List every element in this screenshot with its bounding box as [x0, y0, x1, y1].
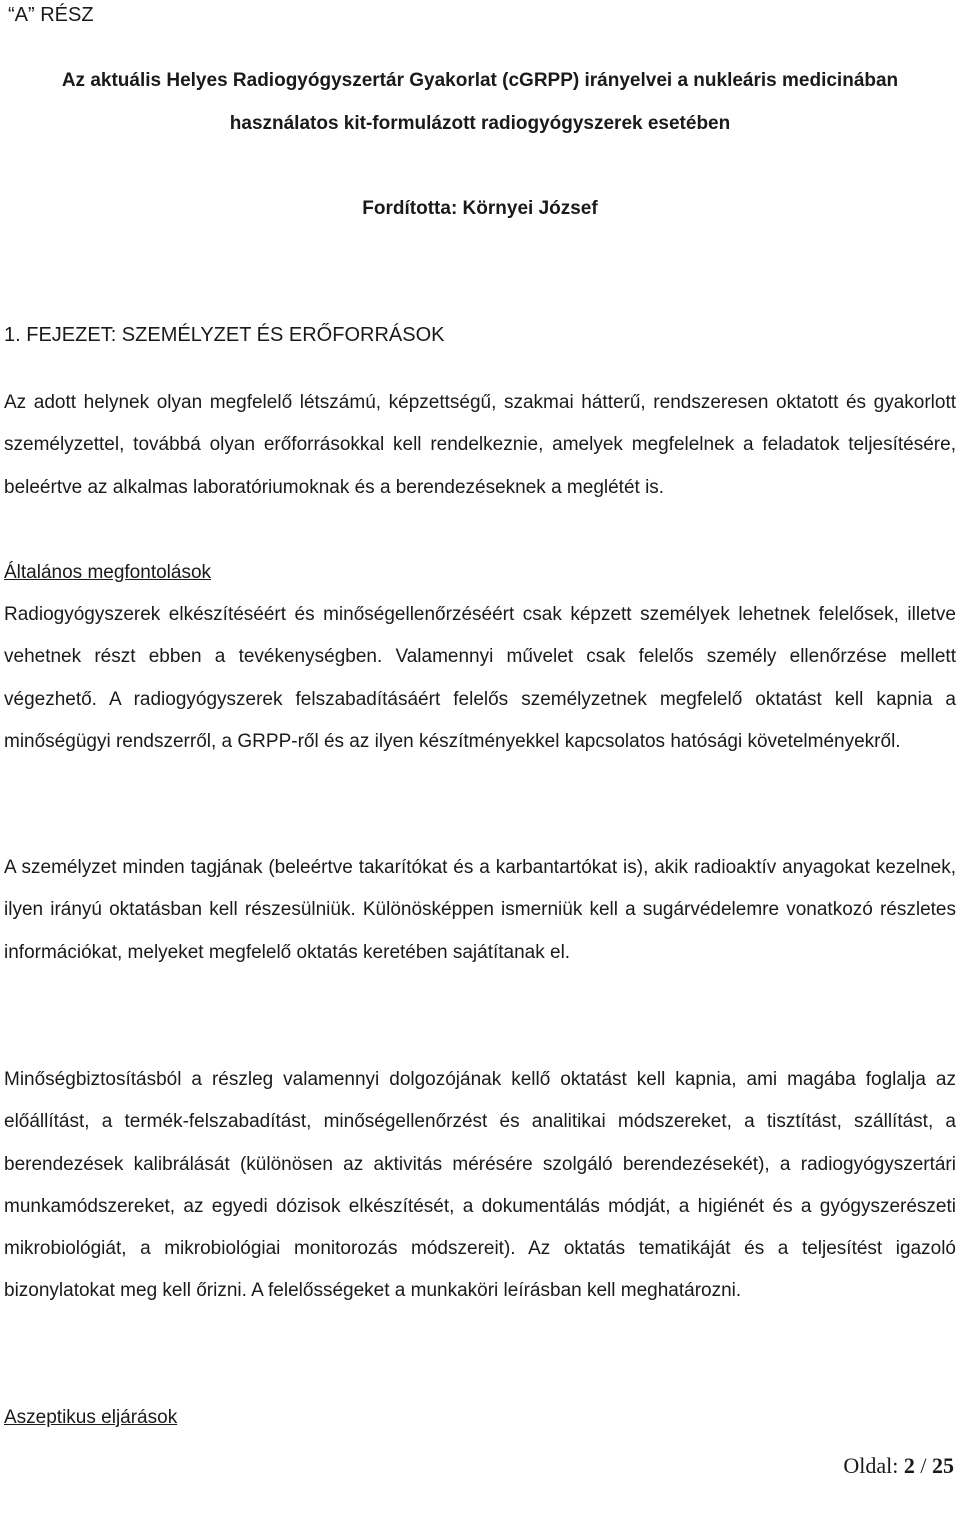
total-pages: 25: [932, 1453, 954, 1478]
paragraph-quality-assurance: Minőségbiztosításból a részleg valamennyi dolgozójának kellő oktatást kell kapnia, ami magába foglalja az előállítást, a termék-felszabadítást, minőségellenőrzést és analitikai módszereket, a tisztítást, szállítást, a berendezések kalibrálását (különösen az aktivitás mérésére szolgáló berendezésekét), a radiogyógyszertári munkamódszereket, az egyedi dózisok elkészítését, a dokumentálás módját, a higiénét és a gyógyszerészeti mikrobiológiát, a mikrobiológiai monitorozás módszereit). Az oktatás tematikáját és a teljesítést igazoló bizonylatokat meg kell őrizni. A felelősségeket a munkaköri leírásban kell meghatározni.: [4, 1069, 956, 1302]
current-page: 2: [903, 1453, 915, 1478]
translator-credit: Fordította: Környei József: [362, 198, 598, 219]
page-number: [843, 1452, 954, 1480]
page-separator: /: [920, 1453, 927, 1478]
part-label: “A” RÉSZ: [8, 4, 94, 26]
page-label: Oldal:: [843, 1453, 899, 1478]
subheading-aseptic-procedures: Aszeptikus eljárások: [4, 1407, 178, 1428]
document-title-line-1: Az aktuális Helyes Radiogyógyszertár Gyakorlat (cGRPP) irányelvei a nukleáris medicinában: [61, 70, 899, 91]
document-title-line-2: használatos kit-formulázott radiogyógyszerek esetében: [229, 113, 731, 134]
paragraph-staffing: Az adott helynek olyan megfelelő létszámú, képzettségű, szakmai hátterű, rendszeresen oktatott és gyakorlott személyzettel, továbbá olyan erőforrásokkal kell rendelkeznie, amelyek megfelelnek a feladatok teljesítésére, beleértve az alkalmas laboratóriumoknak és a berendezéseknek a meglétét is.: [4, 392, 956, 498]
paragraph-qualified-personnel: Radiogyógyszerek elkészítéséért és minőségellenőrzéséért csak képzett személyek lehetnek felelősek, illetve vehetnek részt ebben a tevékenységben. Valamennyi művelet csak felelős személy ellenőrzése mellett végezhető. A radiogyógyszerek felszabadításáért felelős személyzetnek megfelelő oktatást kell kapnia a minőségügyi rendszerről, a GRPP-ről és az ilyen készítményekkel kapcsolatos hatósági követelményekről.: [4, 604, 956, 752]
subheading-general-considerations: Általános megfontolások: [4, 562, 212, 583]
paragraph-staff-training: A személyzet minden tagjának (beleértve takarítókat és a karbantartókat is), akik radioaktív anyagokat kezelnek, ilyen irányú oktatásban kell részesülniük. Különösképpen ismerniük kell a sugárvédelemre vonatkozó részletes információkat, melyeket megfelelő oktatás keretében sajátítanak el.: [4, 857, 956, 963]
chapter-heading: 1. FEJEZET: SZEMÉLYZET ÉS ERŐFORRÁSOK: [4, 324, 445, 346]
